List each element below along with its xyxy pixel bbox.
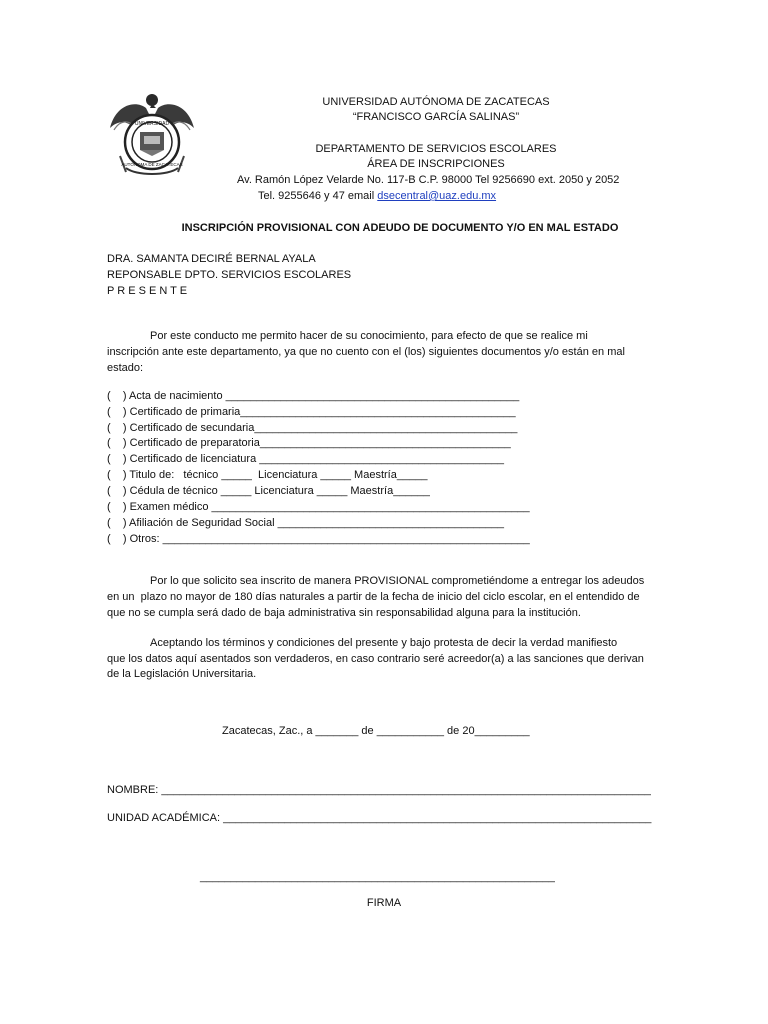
name-field[interactable]: NOMBRE: ________________________________________________________________________________ [107,784,651,796]
checklist-label: Otros: ____________________________________________________________ [129,533,530,545]
signature-label: FIRMA [366,897,402,909]
checklist-item-preparatoria[interactable] [107,436,511,451]
intro-line-1: Por este conducto me permito hacer de su conocimiento, para efecto de que se realice mi [150,330,588,342]
seal-text-top: UNIVERSIDAD [134,121,170,127]
checkbox[interactable]: ( ) [107,422,127,434]
checklist-label: Acta de nacimiento ________________________________________________ [129,390,520,402]
intro-line-2: inscripción ante este departamento, ya que no cuento con el (los) siguientes documentos y/o están en mal [107,346,625,358]
checkbox[interactable]: ( ) [107,390,127,402]
signature-line[interactable]: __________________________________________________________ [200,871,555,883]
date-line[interactable]: Zacatecas, Zac., a _______ de ___________ de 20_________ [222,725,530,737]
checkbox[interactable]: ( ) [107,453,127,465]
checklist-item-primaria[interactable] [107,405,516,420]
commitment-line-1: Por lo que solicito sea inscrito de manera PROVISIONAL comprometiéndome a entregar los adeudos [150,575,645,587]
checkbox[interactable]: ( ) [107,501,127,513]
acceptance-line-2: que los datos aquí asentados son verdaderos, en caso contrario seré acreedor(a) a las sanciones que derivan [107,653,644,665]
email-link[interactable]: dsecentral@uaz.edu.mx [377,190,497,202]
checklist-label: Afiliación de Seguridad Social _____________________________________ [129,517,504,529]
checklist-label: Certificado de preparatoria_________________________________________ [129,437,511,449]
checklist-item-licenciatura[interactable] [107,452,504,467]
checklist-label: Certificado de licenciatura ________________________________________ [129,453,504,465]
commitment-line-3: que no se cumpla será dado de baja administrativa sin responsabilidad alguna para la institución. [107,607,581,619]
greeting: P R E S E N T E [107,285,188,297]
checklist-item-examen[interactable] [107,500,530,515]
university-motto: “FRANCISCO GARCÍA SALINAS” [352,111,520,123]
checklist-item-cedula[interactable] [107,484,430,499]
checkbox[interactable]: ( ) [107,437,127,449]
addressee-position: REPONSABLE DPTO. SERVICIOS ESCOLARES [107,269,352,281]
phone-text: Tel. 9255646 y 47 email [258,190,378,202]
university-name: UNIVERSIDAD AUTÓNOMA DE ZACATECAS [322,96,550,108]
addressee-name: DRA. SAMANTA DECIRÉ BERNAL AYALA [107,253,316,265]
checklist-item-otros[interactable] [107,532,530,547]
checklist-label: Cédula de técnico _____ Licenciatura _____ Maestría______ [129,485,430,497]
checklist-item-secundaria[interactable] [107,421,517,436]
acceptance-line-3: de la Legislación Universitaria. [107,668,257,680]
checkbox[interactable]: ( ) [107,485,127,497]
acceptance-line-1: Aceptando los términos y condiciones del presente y bajo protesta de decir la verdad manifiesto [150,637,618,649]
checkbox[interactable]: ( ) [107,517,127,529]
checklist-item-acta[interactable] [107,389,519,404]
academic-unit-field[interactable]: UNIDAD ACADÉMICA: ______________________________________________________________________ [107,812,652,824]
commitment-line-2: en un plazo no mayor de 180 días naturales a partir de la fecha de inicio del ciclo escolar, en el entendido de [107,591,640,603]
checklist-label: Titulo de: técnico _____ Licenciatura _____ Maestría_____ [129,469,428,481]
department-name: DEPARTAMENTO DE SERVICIOS ESCOLARES [315,143,557,155]
checkbox[interactable]: ( ) [107,533,127,545]
checklist-label: Examen médico ____________________________________________________ [129,501,530,513]
checklist-item-titulo[interactable] [107,468,427,483]
address-line: Av. Ramón López Velarde No. 117-B C.P. 98000 Tel 9256690 ext. 2050 y 2052 [237,174,620,186]
checkbox[interactable]: ( ) [107,469,127,481]
checklist-label: Certificado de secundaria___________________________________________ [129,422,518,434]
university-seal-logo [106,90,198,178]
checkbox[interactable]: ( ) [107,406,127,418]
intro-line-3: estado: [107,362,144,374]
document-title: INSCRIPCIÓN PROVISIONAL CON ADEUDO DE DOCUMENTO Y/O EN MAL ESTADO [181,222,619,234]
checklist-label: Certificado de primaria_____________________________________________ [129,406,516,418]
area-name: ÁREA DE INSCRIPCIONES [367,158,505,170]
contact-line [258,189,496,204]
checklist-item-afiliacion[interactable] [107,516,504,531]
seal-text-bottom: AUTÓNOMA DE ZACATECAS [121,162,183,167]
